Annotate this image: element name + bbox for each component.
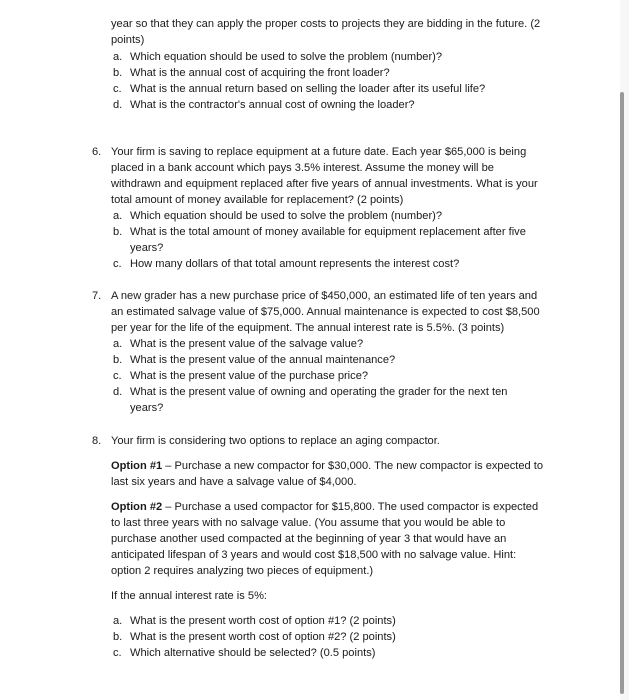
q8-item-c-marker: c. bbox=[113, 647, 122, 659]
q7-item-d-text-cont: years? bbox=[130, 402, 164, 414]
q5-item-d-marker: d. bbox=[113, 99, 123, 111]
q5-intro-line-1: year so that they can apply the proper costs to projects they are bidding in the future. (2 bbox=[111, 18, 541, 30]
q8-option1-label: Option #1 bbox=[111, 460, 163, 472]
q8-number: 8. bbox=[92, 435, 102, 447]
q8-option2-line-2: to last three years with no salvage value. (You assume that you would be able to bbox=[111, 517, 506, 529]
q6-line-2: placed in a bank account which pays 3.5% interest. Assume the money will be bbox=[111, 162, 494, 174]
q8-intro: Your firm is considering two options to replace an aging compactor. bbox=[111, 435, 440, 447]
q7-item-b-marker: b. bbox=[113, 354, 123, 366]
q8-option1-line-2: last six years and have a salvage value of $4,000. bbox=[111, 476, 357, 488]
q7-item-a-text: What is the present value of the salvage value? bbox=[130, 338, 364, 350]
q5-item-b-marker: b. bbox=[113, 67, 123, 79]
q6-item-c-text: How many dollars of that total amount represents the interest cost? bbox=[130, 258, 460, 270]
q8-item-b-marker: b. bbox=[113, 631, 123, 643]
scrollbar-thumb[interactable] bbox=[620, 92, 624, 694]
q7-item-d-text: What is the present value of owning and operating the grader for the next ten bbox=[130, 386, 508, 398]
q5-item-d-text: What is the contractor's annual cost of owning the loader? bbox=[130, 99, 415, 111]
q6-item-a-text: Which equation should be used to solve the problem (number)? bbox=[130, 210, 443, 222]
q7-line-2: an estimated salvage value of $75,000. Annual maintenance is expected to cost $8,500 bbox=[111, 306, 540, 318]
q6-item-c-marker: c. bbox=[113, 258, 122, 270]
q6-number: 6. bbox=[92, 146, 102, 158]
q7-item-a-marker: a. bbox=[113, 338, 123, 350]
q5-item-c-text: What is the annual return based on selling the loader after its useful life? bbox=[130, 83, 486, 95]
q6-item-a-marker: a. bbox=[113, 210, 123, 222]
q5-item-b-text: What is the annual cost of acquiring the front loader? bbox=[130, 67, 390, 79]
q8-option2-line-4: anticipated lifespan of 3 years and would cost $18,500 with no salvage value. Hint: bbox=[111, 549, 517, 561]
q7-line-3: per year for the life of the equipment. The annual interest rate is 5.5%. (3 points) bbox=[111, 322, 505, 334]
q7-item-d-marker: d. bbox=[113, 386, 123, 398]
q6-item-b-marker: b. bbox=[113, 226, 123, 238]
q8-item-a-text: What is the present worth cost of option #1? (2 points) bbox=[130, 615, 396, 627]
q6-line-4: total amount of money available for replacement? (2 points) bbox=[111, 194, 404, 206]
q8-option2-line-5: option 2 requires analyzing two pieces of equipment.) bbox=[111, 565, 374, 577]
q8-option1-text: – Purchase a new compactor for $30,000. The new compactor is expected to bbox=[162, 460, 544, 472]
q8-option2-line-3: purchase another used compacted at the beginning of year 3 that would have an bbox=[111, 533, 507, 545]
q6-line-3: withdrawn and equipment replaced after five years of annual investments. What is your bbox=[111, 178, 538, 190]
q6-item-b-text-cont: years? bbox=[130, 242, 164, 254]
q7-item-c-marker: c. bbox=[113, 370, 122, 382]
q8-option2-line-1 bbox=[111, 500, 538, 514]
q8-item-a-marker: a. bbox=[113, 615, 123, 627]
q8-item-c-text: Which alternative should be selected? (0.5 points) bbox=[130, 647, 376, 659]
q8-item-b-text: What is the present worth cost of option #2? (2 points) bbox=[130, 631, 396, 643]
q7-number: 7. bbox=[92, 290, 102, 302]
q6-line-1: Your firm is saving to replace equipment at a future date. Each year $65,000 is being bbox=[111, 146, 527, 158]
q5-item-a-text: Which equation should be used to solve the problem (number)? bbox=[130, 51, 443, 63]
q8-rate-line: If the annual interest rate is 5%: bbox=[111, 590, 268, 602]
q7-line-1: A new grader has a new purchase price of $450,000, an estimated life of ten years and bbox=[111, 290, 538, 302]
q8-option2-label: Option #2 bbox=[111, 501, 163, 513]
q5-item-c-marker: c. bbox=[113, 83, 122, 95]
q5-item-a-marker: a. bbox=[113, 51, 123, 63]
q5-intro-line-2: points) bbox=[111, 34, 145, 46]
q6-item-b-text: What is the total amount of money available for equipment replacement after five bbox=[130, 226, 526, 238]
q8-option2-text: – Purchase a used compactor for $15,800. The used compactor is expected bbox=[162, 501, 539, 513]
q7-item-b-text: What is the present value of the annual maintenance? bbox=[130, 354, 396, 366]
q7-item-c-text: What is the present value of the purchase price? bbox=[130, 370, 369, 382]
q8-option1-line-1 bbox=[111, 459, 543, 473]
